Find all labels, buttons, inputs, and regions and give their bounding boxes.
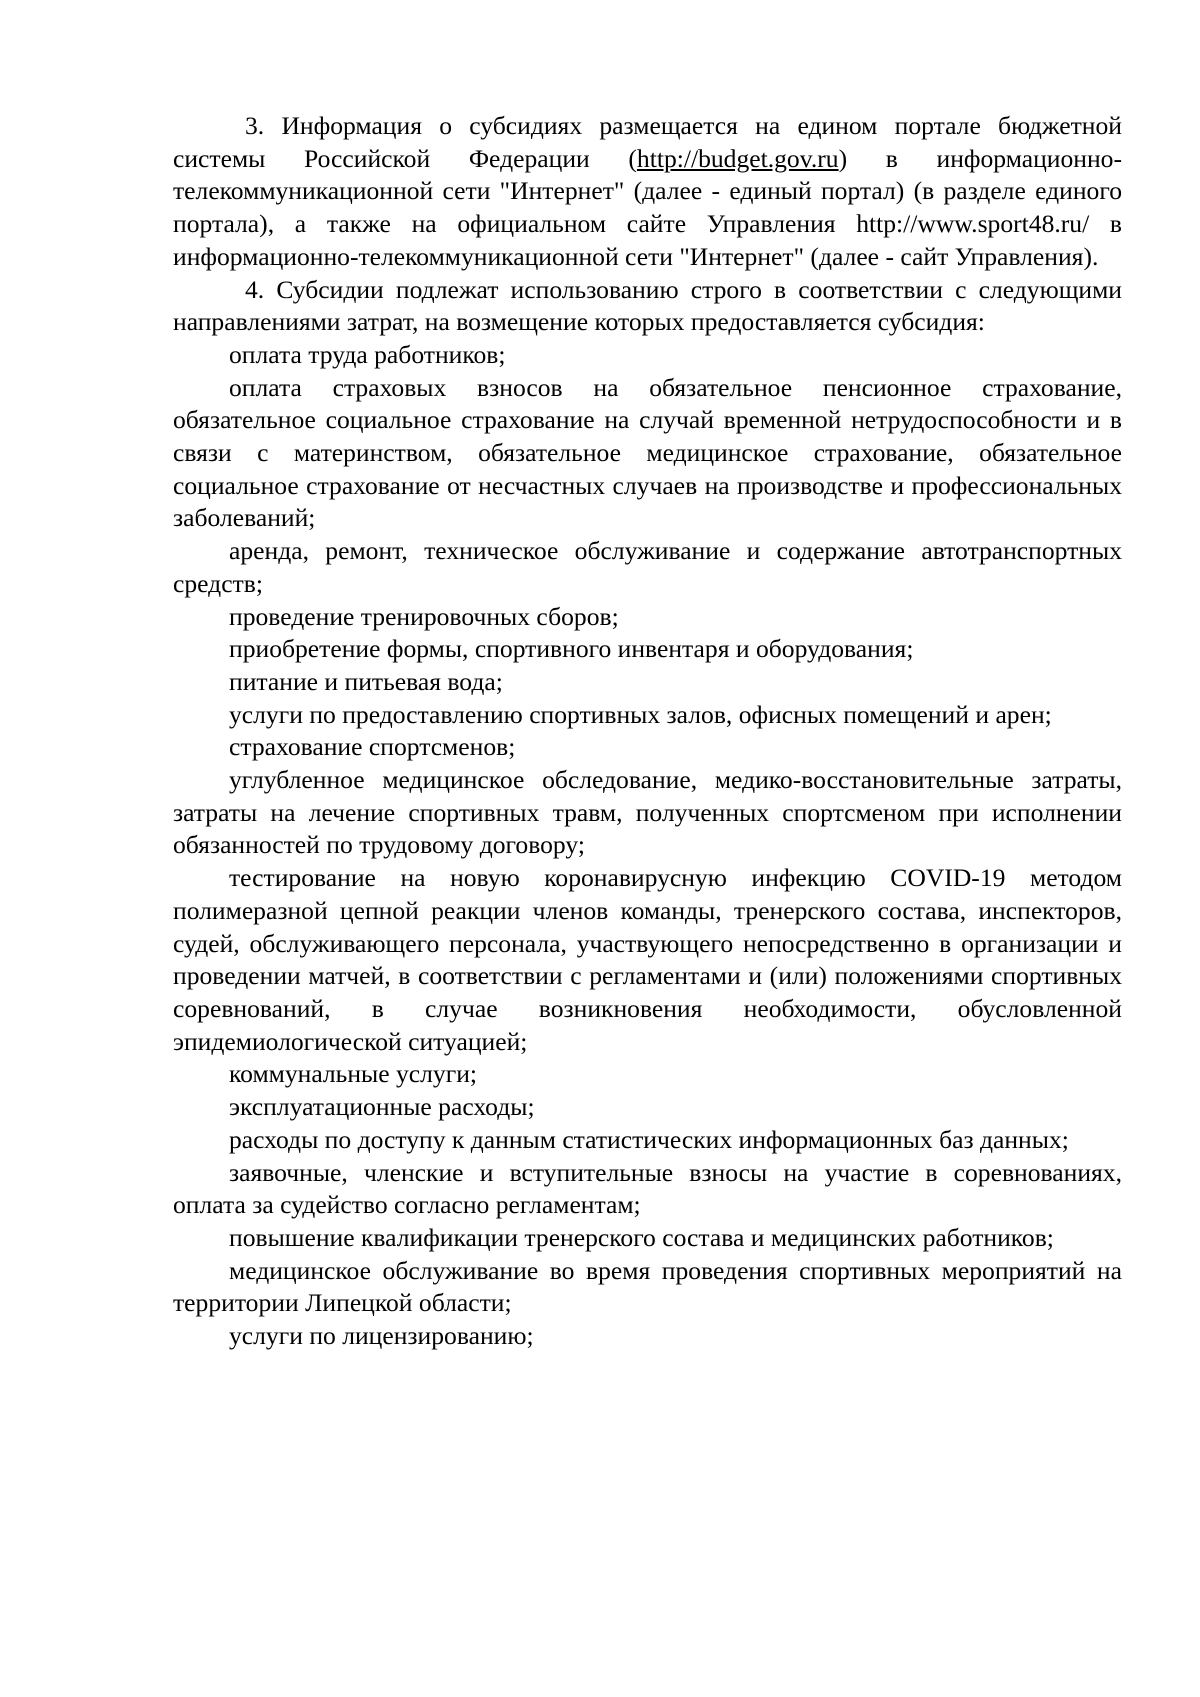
expense-item: оплата страховых взносов на обязательное пенсионное страхование, обязательное социальное страхование на случай временной нетрудоспособности и в связи с материнством, обязательное медицинское страхование, обязательное социальное страхование от несчастных случаев на производстве и профессиональных заболеваний; xyxy=(173,372,1122,533)
paragraph-3-text-end: ) в информационно-телекоммуникационной сети "Интернет" (далее - единый портал) (в разделе единого портала), а также на официальном сайте Управления http://www.sport48.ru/ в информационно-телекоммуникационной сети "Интернет" (далее - сайт Управления). xyxy=(173,143,1123,271)
expense-item: аренда, ремонт, техническое обслуживание и содержание автотранспортных средств; xyxy=(173,536,1122,598)
budget-portal-link[interactable]: http://budget.gov.ru xyxy=(636,143,839,173)
expense-item: эксплуатационные расходы; xyxy=(229,1092,535,1122)
expense-item: заявочные, членские и вступительные взносы на участие в соревнованиях, оплата за судейство согласно регламентам; xyxy=(173,1157,1122,1220)
expense-item: услуги по предоставлению спортивных залов, офисных помещений и арен; xyxy=(229,699,1052,729)
expense-item: питание и питьевая вода; xyxy=(229,666,503,696)
expense-item: коммунальные услуги; xyxy=(229,1059,478,1089)
expense-item: медицинское обслуживание во время проведения спортивных мероприятий на территории Липецкой области; xyxy=(173,1255,1122,1318)
expense-item: тестирование на новую коронавирусную инфекцию COVID-19 методом полимеразной цепной реакции членов команды, тренерского состава, инспекторов, судей, обслуживающего персонала, участвующего непосредственно в организации и проведении матчей, в соответствии с регламентами и (или) положениями спортивных соревнований, в случае возникновения необходимости, обусловленной эпидемиологической ситуацией; xyxy=(173,863,1122,1056)
expense-item: оплата труда работников; xyxy=(229,339,506,369)
expense-item: повышение квалификации тренерского состава и медицинских работников; xyxy=(229,1222,1054,1252)
expense-item: углубленное медицинское обследование, медико-восстановительные затраты, затраты на лечение спортивных травм, полученных спортсменом при исполнении обязанностей по трудовому договору; xyxy=(173,765,1122,860)
expense-item: расходы по доступу к данным статистических информационных баз данных; xyxy=(229,1124,1069,1154)
paragraph-3-text-start: 3. Информация о субсидиях размещается на едином портале бюджетной системы Российской Федерации ( xyxy=(173,111,1122,173)
expense-item: проведение тренировочных сборов; xyxy=(229,601,619,631)
paragraph-3 xyxy=(173,110,1122,274)
expense-items-list xyxy=(173,339,1122,1353)
expense-item: страхование спортсменов; xyxy=(229,732,516,762)
expense-item: услуги по лицензированию; xyxy=(229,1321,534,1351)
paragraph-4: 4. Субсидии подлежат использованию строго в соответствии с следующими направлениями затрат, на возмещение которых предоставляется субсидия: xyxy=(173,274,1122,337)
expense-item: приобретение формы, спортивного инвентаря и оборудования; xyxy=(229,634,914,664)
